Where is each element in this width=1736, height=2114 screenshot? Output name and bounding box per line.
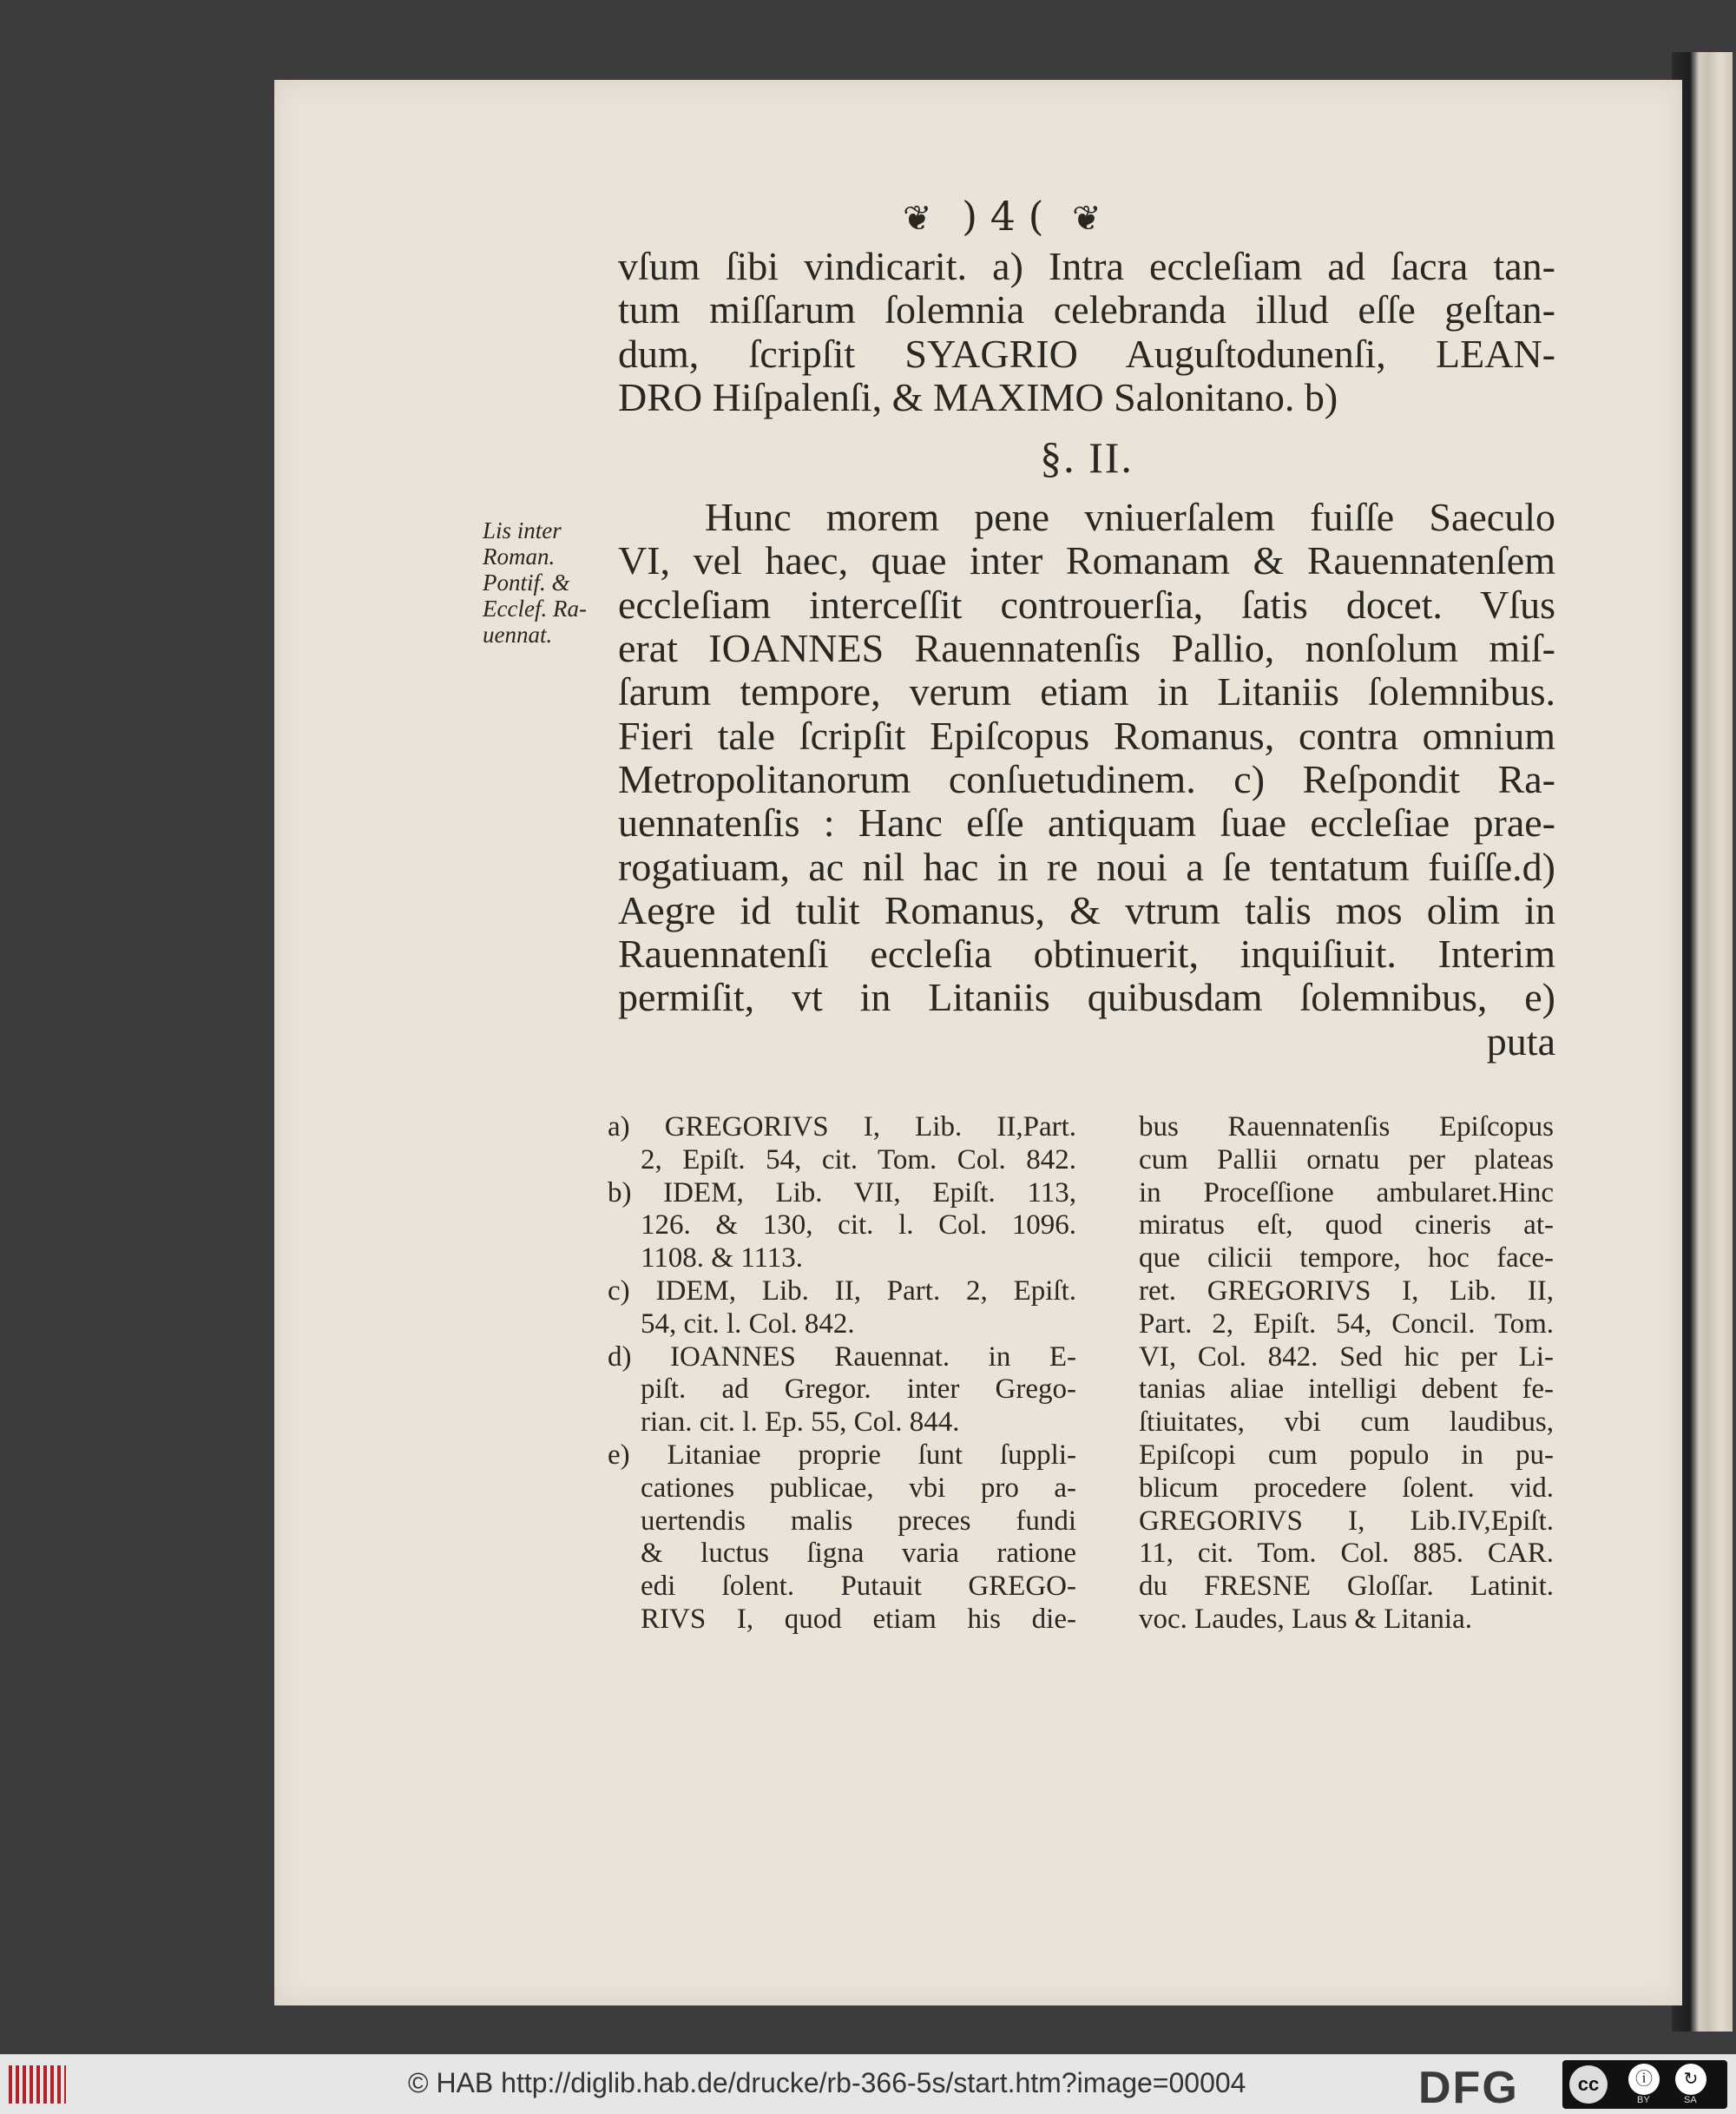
hab-barcode-logo-icon[interactable] (9, 2065, 66, 2104)
marginal-note-line: Lis inter (483, 517, 562, 543)
text-line: dum, ſcripſit SYAGRIO Auguſtodunenſi, LEAN- (618, 331, 1555, 376)
footnote-line: que cilicii tempore, hoc face- (1139, 1242, 1554, 1274)
footnotes-left-column (608, 1111, 1076, 1637)
text-line: eccleſiam interceſſit controuerſia, ſatis docet. Vſus (618, 582, 1555, 627)
marginal-note-line: Ecclef. Ra- (483, 596, 587, 622)
marginal-note-line: Pontif. & (483, 570, 570, 596)
footnote-line: tanias aliae intelligi debent fe- (1139, 1373, 1554, 1406)
footnote-line: Epiſcopi cum populo in pu- (1139, 1439, 1554, 1471)
main-text (618, 245, 1555, 1064)
footnote-line: Part. 2, Epiſt. 54, Concil. Tom. (1139, 1307, 1554, 1340)
text-line: ſarum tempore, verum etiam in Litaniis ſolemnibus. (618, 669, 1555, 715)
footnote-line: du FRESNE Gloſſar. Latinit. (1139, 1571, 1554, 1603)
text-line: uennatenſis : Hanc eſſe antiquam ſuae eccleſiae prae- (618, 800, 1555, 846)
footnote-line: 2, Epiſt. 54, cit. Tom. Col. 842. (641, 1143, 1076, 1176)
footnote-line: 11, cit. Tom. Col. 885. CAR. (1139, 1538, 1554, 1570)
cc-license-badge[interactable] (1562, 2060, 1727, 2109)
page-header (903, 193, 1267, 245)
text-line: DRO Hiſpalenſi, & MAXIMO Salonitano. b) (618, 374, 1338, 419)
footnote-line: VI, Col. 842. Sed hic per Li- (1139, 1340, 1554, 1373)
footnote-line: miratus eſt, quod cineris at- (1139, 1209, 1554, 1241)
footnote-line: ret. GREGORIVS I, Lib. II, (1139, 1274, 1554, 1307)
permalink[interactable]: © HAB http://diglib.hab.de/drucke/rb-366-5s/start.htm?image=00004 (408, 2067, 1246, 2098)
section-paragraph (618, 496, 1555, 1064)
text-line: Metropolitanorum conſuetudinem. c) Reſpondit Ra- (618, 756, 1555, 801)
text-line: erat IOANNES Rauennatenſis Pallio, nonſolum miſ- (618, 626, 1555, 671)
footnote-line: in Proceſſione ambularet.Hinc (1139, 1176, 1554, 1208)
marginal-note (483, 517, 595, 648)
footnote-line: edi ſolent. Putauit GREGO- (641, 1571, 1076, 1603)
text-line: Fieri tale ſcripſit Epiſcopus Romanus, contra omnium (618, 713, 1555, 758)
footnotes-right-column (1139, 1111, 1554, 1637)
page-number: ) 4 ( (962, 193, 1044, 240)
footnote-line: 1108. & 1113. (641, 1242, 803, 1274)
footnote-line: b) IDEM, Lib. VII, Epiſt. 113, (608, 1176, 1076, 1208)
dfg-logo[interactable]: DFG (1418, 2063, 1519, 2113)
text-line: Hunc morem pene vniuerſalem fuiſſe Saeculo (705, 495, 1555, 540)
footnote-line: a) GREGORIVS I, Lib. II,Part. (608, 1111, 1076, 1143)
cc-icon: cc (1569, 2065, 1608, 2104)
sa-label: SA (1684, 2095, 1697, 2105)
footnote-line: voc. Laudes, Laus & Litania. (1139, 1603, 1472, 1635)
text-line: vſum ſibi vindicarit. a) Intra eccleſiam ad ſacra tan- (618, 244, 1555, 288)
catchword: puta (1486, 1018, 1555, 1064)
by-label: BY (1637, 2095, 1650, 2105)
text-line: permiſit, vt in Litaniis quibusdam ſolemnibus, e) (618, 975, 1555, 1020)
footnote-line: 126. & 130, cit. l. Col. 1096. (641, 1209, 1076, 1241)
footnote-line: RIVS I, quod etiam his die- (641, 1603, 1076, 1635)
footnote-line: bus Rauennatenſis Epiſcopus (1139, 1111, 1554, 1143)
footnote-line: cum Pallii ornatu per plateas (1139, 1143, 1554, 1176)
ornament-right-icon: ❦ (1072, 199, 1103, 239)
footnote-line: ſtiuitates, vbi cum laudibus, (1139, 1406, 1554, 1439)
footnote-line: blicum procedere ſolent. vid. (1139, 1472, 1554, 1504)
viewer-footer (0, 2054, 1736, 2114)
footnote-line: d) IOANNES Rauennat. in E- (608, 1340, 1076, 1373)
main-top-paragraph (618, 245, 1555, 419)
attribution-icon: ⓘ (1628, 2064, 1660, 2095)
footnote-line: e) Litaniae proprie ſunt ſuppli- (608, 1439, 1076, 1471)
text-line: rogatiuam, ac nil hac in re noui a ſe tentatum fuiſſe.d) (618, 844, 1555, 889)
section-title: §. II. (1040, 433, 1134, 483)
marginal-note-line: Roman. (483, 543, 556, 570)
footnote-line: rian. cit. l. Ep. 55, Col. 844. (641, 1406, 960, 1439)
footnote-line: cationes publicae, vbi pro a- (641, 1472, 1076, 1504)
marginal-note-line: uennat. (483, 622, 553, 648)
footnote-line: uertendis malis preces fundi (641, 1505, 1076, 1537)
footnote-line: piſt. ad Gregor. inter Grego- (641, 1373, 1076, 1406)
text-line: VI, vel haec, quae inter Romanam & Rauennatenſem (618, 538, 1555, 583)
footnote-line: & luctus ſigna varia ratione (641, 1538, 1076, 1570)
ornament-left-icon: ❦ (903, 199, 934, 239)
share-alike-icon: ↻ (1675, 2064, 1706, 2095)
footnote-line: c) IDEM, Lib. II, Part. 2, Epiſt. (608, 1274, 1076, 1307)
text-line: tum miſſarum ſolemnia celebranda illud eſſe geſtan- (618, 287, 1555, 333)
footnote-line: 54, cit. l. Col. 842. (641, 1307, 855, 1340)
footnote-line: GREGORIVS I, Lib.IV,Epiſt. (1139, 1505, 1554, 1537)
text-line: Rauennatenſi eccleſia obtinuerit, inquiſiuit. Interim (618, 932, 1555, 977)
text-line: Aegre id tulit Romanus, & vtrum talis mos olim in (618, 887, 1555, 932)
